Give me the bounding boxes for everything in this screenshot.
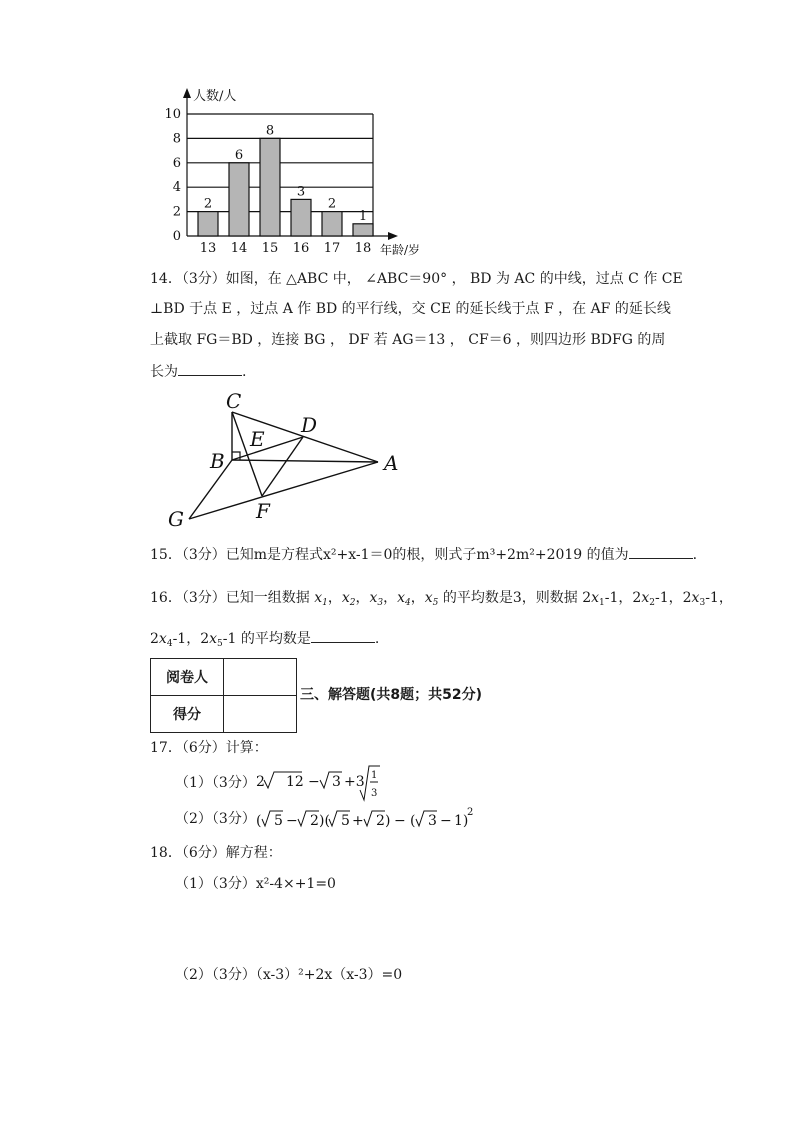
q14-line1: 14．（3分）如图，在 △ABC 中， ∠ABC＝90° ， BD 为 AC 的中线，过点 C 作 CE [150, 271, 683, 287]
label-c: C [226, 389, 242, 413]
svg-text:(: ( [256, 813, 262, 829]
score-cell[interactable] [224, 696, 297, 733]
q16-end-text: 的平均数是 [240, 631, 311, 647]
x-axis-title: 年龄/岁 [380, 243, 420, 257]
q14-geometry-figure [160, 388, 410, 533]
y-tick-label-6: 6 [172, 155, 181, 171]
y-tick-label-2: 2 [172, 204, 181, 220]
q17-p2-label: （2）（3分） [175, 811, 256, 827]
y-tick-label-10: 10 [164, 107, 181, 122]
svg-text:)(: )( [319, 813, 330, 829]
bar-14 [229, 163, 249, 236]
q16-mid: 的平均数是3，则数据 [442, 590, 578, 606]
svg-text:1: 1 [371, 770, 378, 781]
y-axis-arrow [183, 88, 191, 98]
x-axis-arrow [388, 232, 398, 240]
q15-end: . [692, 547, 698, 563]
q17-part2 [175, 809, 256, 829]
bar-value-label-13: 2 [203, 196, 213, 212]
x-tick-label-13: 13 [199, 241, 217, 256]
svg-text:5: 5 [341, 813, 350, 829]
reviewer-label: 阅卷人 [151, 659, 224, 696]
label-b: B [210, 449, 225, 473]
section-heading: 三、解答题(共8题；共52分) [300, 687, 483, 703]
bar-18 [353, 224, 373, 236]
bar-15 [260, 138, 280, 236]
q16-var-x5: $x_5$ [424, 590, 439, 608]
bar-value-label-17: 2 [327, 196, 337, 212]
q17-part1 [175, 773, 256, 793]
q16-var-x4: $x_4$ [397, 590, 411, 608]
q16-intro: 16．（3分）已知一组数据 [150, 590, 310, 606]
q14-line4-text: 长为 [150, 364, 178, 380]
q16-answer-blank[interactable] [311, 628, 375, 643]
bar-17 [322, 212, 342, 236]
q16-line2: $2x_4-1$，$2x_5-1$ 的平均数是 . [150, 628, 379, 654]
q16-line1: 16．（3分）已知一组数据 $x_1$，$x_2$，$x_3$，$x_4$，$x_5$ 的平均数是3，则数据 $2x_1-1$，$2x_2-1$，$2x_3-1$， [150, 590, 733, 608]
y-tick-label-4: 4 [172, 180, 181, 196]
svg-text:3: 3 [428, 813, 437, 829]
svg-text:2: 2 [376, 813, 385, 829]
x-tick-label-14: 14 [230, 241, 248, 256]
q16-var-x1: $x_1$ [314, 590, 328, 608]
y-tick-label-0: 0 [172, 229, 181, 244]
q14-line3: 上截取 FG＝BD ，连接 BG ， DF 若 AG＝13 ， CF＝6 ，则四边形 BDFG 的周 [150, 332, 666, 348]
svg-text:−: − [286, 813, 298, 829]
x-tick-label-15: 15 [261, 241, 279, 256]
q15-text: 15．（3分）已知m是方程式x²+x-1＝0的根，则式子m³+2m²+2019 的值为 [150, 547, 629, 563]
x-tick-label-18: 18 [354, 241, 372, 256]
svg-text:5: 5 [274, 813, 283, 829]
svg-text:−: − [308, 774, 320, 790]
score-table [150, 658, 297, 733]
svg-text:): ) [385, 813, 391, 829]
svg-text:(: ( [410, 813, 416, 829]
bar-value-label-16: 3 [296, 184, 306, 200]
label-e: E [250, 427, 265, 451]
bar-16 [291, 199, 311, 236]
bar-value-label-18: 1 [358, 208, 368, 224]
svg-text:2: 2 [467, 807, 474, 818]
q16-item-4: $2x_4-1$ [150, 631, 187, 649]
svg-text:+: + [352, 813, 364, 829]
q17-p1-expression [256, 764, 386, 804]
q14-line4 [150, 361, 246, 382]
svg-text:3: 3 [371, 788, 378, 799]
q14-line2: ⊥BD 于点 E ，过点 A 作 BD 的平行线，交 CE 的延长线于点 F ，在 AF 的延长线 [150, 301, 671, 317]
bar-value-label-15: 8 [265, 123, 275, 139]
svg-text:−: − [394, 813, 406, 829]
bar-value-label-14: 6 [234, 147, 244, 163]
q16-var-x2: $x_2$ [341, 590, 356, 608]
q16-item-3: $2x_3-1$ [682, 590, 719, 608]
q18-title: 18．（6分）解方程： [150, 845, 282, 861]
q14-line4-end: . [242, 364, 247, 380]
q16-var-x3: $x_3$ [369, 590, 384, 608]
q14-answer-blank[interactable] [178, 361, 242, 376]
label-g: G [168, 507, 184, 531]
score-label: 得分 [151, 696, 224, 733]
age-bar-chart [150, 84, 420, 259]
svg-text:3: 3 [332, 774, 341, 790]
svg-text:2: 2 [256, 774, 265, 790]
x-tick-label-16: 16 [292, 241, 310, 256]
svg-text:2: 2 [310, 813, 319, 829]
q15-answer-blank[interactable] [629, 544, 693, 559]
label-a: A [384, 451, 399, 475]
q16-item-5: $2x_5-1$ [200, 631, 237, 649]
q17-p2-expression [256, 804, 476, 832]
q18-part1: （1）（3分）x²-4×+1=0 [175, 876, 336, 892]
svg-text:12: 12 [286, 774, 304, 790]
q15-line [150, 544, 697, 565]
q16-end: . [374, 631, 380, 647]
bar-13 [198, 212, 218, 236]
y-tick-label-8: 8 [172, 131, 181, 147]
label-d: D [301, 413, 318, 437]
segment-cf [232, 412, 262, 496]
label-f: F [256, 499, 270, 523]
y-axis-title: 人数/人 [193, 89, 237, 104]
q16-item-2: $2x_2-1$ [632, 590, 669, 608]
svg-text:−: − [440, 813, 452, 829]
reviewer-cell[interactable] [224, 659, 297, 696]
q18-part2: （2）（3分）（x-3）²+2x（x-3）=0 [175, 967, 403, 983]
q16-item-1: $2x_1-1$ [582, 590, 619, 608]
q17-p1-label: （1）（3分） [175, 775, 256, 791]
q17-title: 17．（6分）计算： [150, 740, 268, 756]
segment-ba [232, 460, 378, 462]
x-tick-label-17: 17 [323, 241, 341, 256]
svg-text:1): 1) [454, 813, 469, 829]
svg-text:+3: +3 [344, 774, 365, 790]
